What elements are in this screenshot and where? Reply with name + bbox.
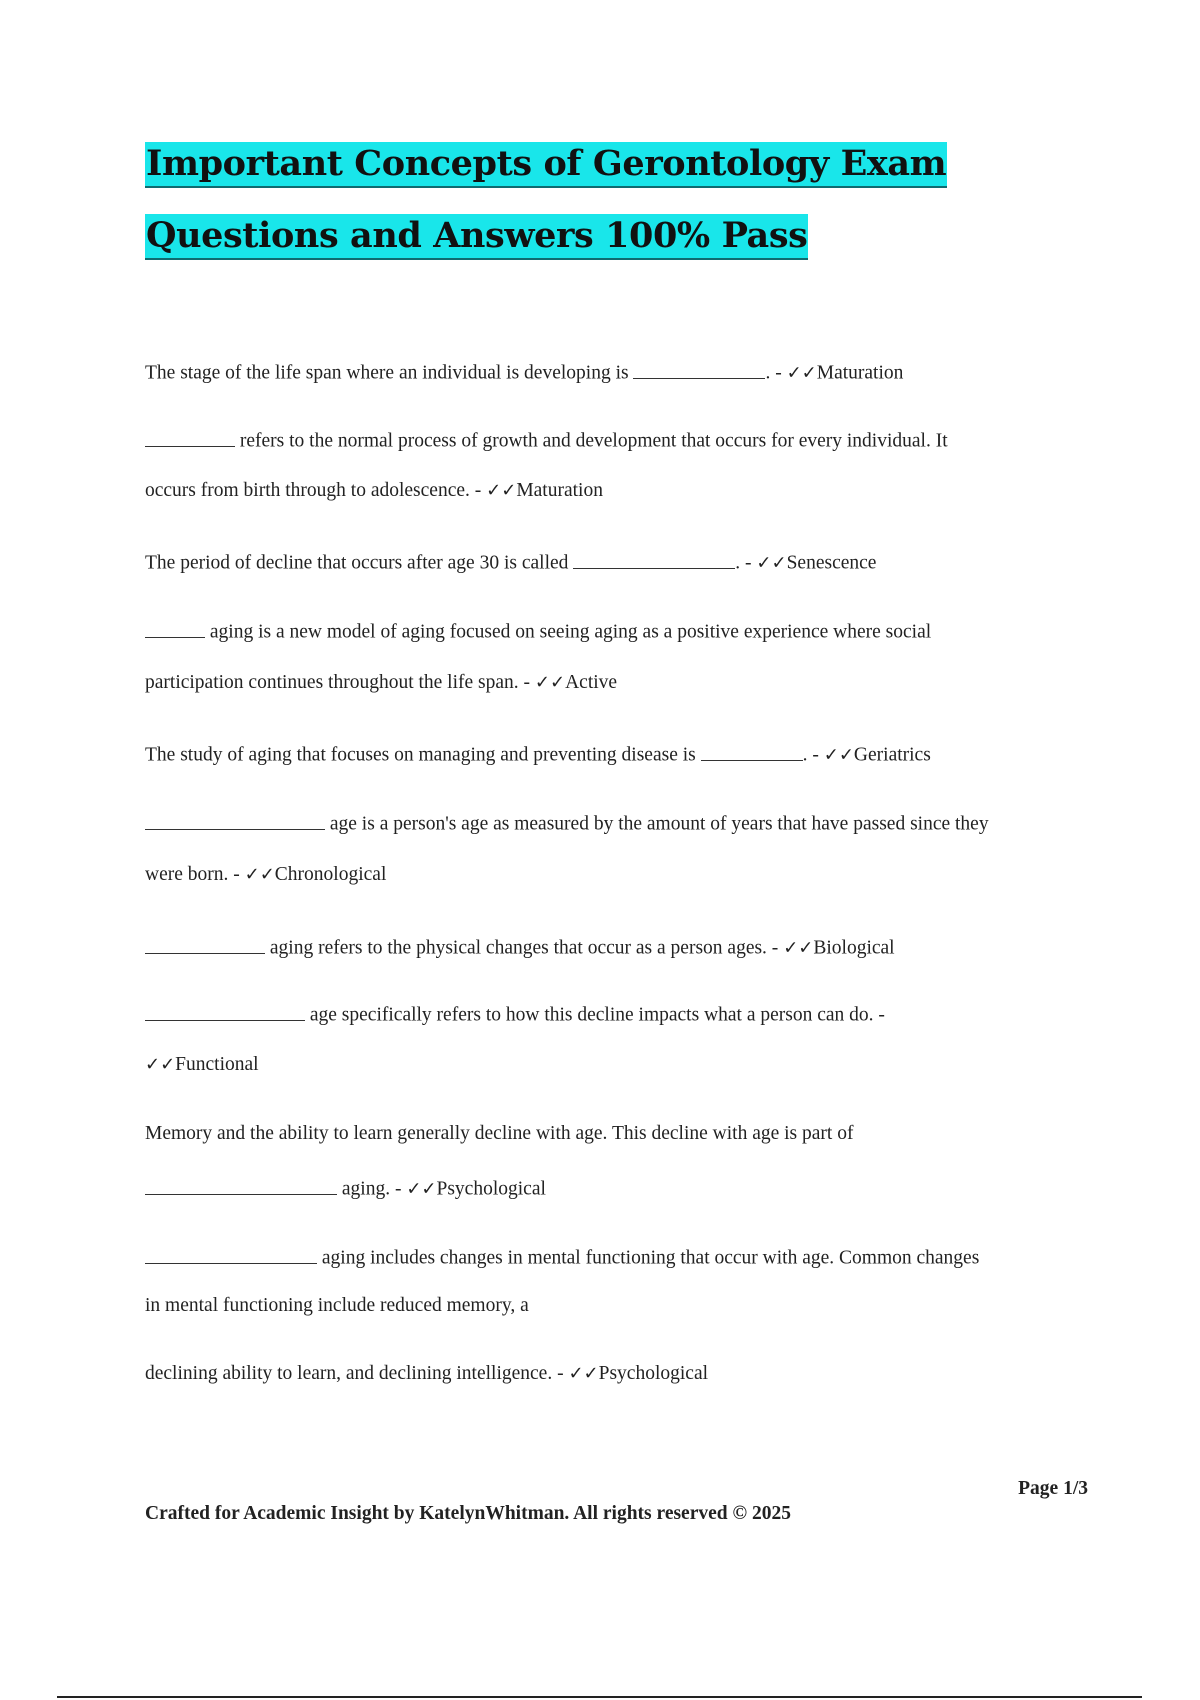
- answer-blank: [701, 742, 803, 761]
- question-text: The study of aging that focuses on managing and preventing disease is: [145, 744, 701, 766]
- question-8-continued: [145, 1054, 1095, 1076]
- check-icon: ✓✓: [823, 744, 854, 766]
- question-text: . -: [802, 744, 824, 766]
- check-icon: ✓✓: [756, 552, 787, 574]
- answer-blank: [145, 1245, 317, 1264]
- question-text: age specifically refers to how this decline impacts what a person can do. -: [305, 1004, 885, 1026]
- answer-text: Senescence: [786, 552, 877, 574]
- answer-text: Psychological: [598, 1363, 709, 1384]
- question-text: aging includes changes in mental functioning that occur with age. Common changes: [317, 1247, 980, 1269]
- answer-blank: [145, 935, 265, 954]
- question-9-continued: [145, 1176, 1095, 1201]
- title-line-1: Important Concepts of Gerontology Exam: [145, 142, 947, 188]
- answer-text: Active: [565, 672, 618, 693]
- question-6: [145, 811, 1095, 836]
- question-text: . -: [765, 362, 787, 384]
- answer-blank: [633, 360, 765, 379]
- question-text: age is a person's age as measured by the amount of years that have passed since they: [325, 813, 989, 835]
- check-icon: ✓✓: [486, 480, 517, 501]
- question-10-continued: [145, 1295, 1095, 1317]
- answer-blank: [573, 550, 735, 569]
- check-icon: ✓✓: [783, 937, 814, 959]
- answer-text: Biological: [813, 937, 895, 959]
- question-text: The stage of the life span where an individual is developing is: [145, 362, 634, 384]
- answer-text: Chronological: [274, 864, 387, 885]
- check-icon: ✓✓: [568, 1363, 599, 1384]
- question-10-continued-2: [145, 1363, 1095, 1385]
- check-icon: ✓✓: [406, 1178, 437, 1200]
- check-icon: ✓✓: [786, 362, 817, 384]
- answer-blank: [145, 1002, 305, 1021]
- check-icon: ✓✓: [244, 864, 275, 885]
- check-icon: ✓✓: [145, 1054, 176, 1075]
- question-text: refers to the normal process of growth and development that occurs for every individual. It: [235, 430, 948, 452]
- answer-blank: [145, 619, 205, 638]
- question-7: [145, 935, 1095, 960]
- answer-text: Geriatrics: [853, 744, 931, 766]
- title-line-2: Questions and Answers 100% Pass: [145, 214, 808, 260]
- question-text: Memory and the ability to learn generally decline with age. This decline with age is part of: [145, 1123, 854, 1144]
- question-text: aging refers to the physical changes that occur as a person ages. -: [265, 937, 784, 959]
- question-2-continued: [145, 480, 1095, 502]
- question-3: [145, 550, 1095, 575]
- question-4-continued: [145, 672, 1095, 694]
- question-text: were born. -: [145, 864, 245, 885]
- question-6-continued: [145, 864, 1095, 886]
- question-text: The period of decline that occurs after age 30 is called: [145, 552, 574, 574]
- question-text: aging. -: [337, 1178, 407, 1200]
- bottom-divider: [57, 1696, 1142, 1698]
- question-9: [145, 1123, 1095, 1145]
- question-4: [145, 619, 1095, 644]
- question-text: declining ability to learn, and declining intelligence. -: [145, 1363, 569, 1384]
- answer-text: Psychological: [436, 1178, 546, 1200]
- question-1: [145, 360, 1095, 385]
- question-5: [145, 742, 1095, 767]
- page-number: Page 1/3: [1018, 1478, 1088, 1499]
- answer-text: Maturation: [516, 480, 603, 501]
- answer-blank: [145, 1176, 337, 1195]
- question-text: aging is a new model of aging focused on seeing aging as a positive experience where social: [205, 621, 932, 643]
- footer-credit: Crafted for Academic Insight by KatelynWhitman. All rights reserved © 2025: [145, 1503, 791, 1524]
- question-text: in mental functioning include reduced memory, a: [145, 1295, 529, 1316]
- answer-blank: [145, 428, 235, 447]
- question-text: . -: [735, 552, 757, 574]
- answer-text: Functional: [175, 1054, 259, 1075]
- answer-text: Maturation: [816, 362, 904, 384]
- question-10: [145, 1245, 1095, 1270]
- question-2: [145, 428, 1095, 453]
- check-icon: ✓✓: [534, 672, 566, 693]
- question-8: [145, 1002, 1095, 1027]
- question-text: occurs from birth through to adolescence. -: [145, 480, 487, 501]
- answer-blank: [145, 811, 325, 830]
- question-text: participation continues throughout the life span. -: [145, 672, 535, 693]
